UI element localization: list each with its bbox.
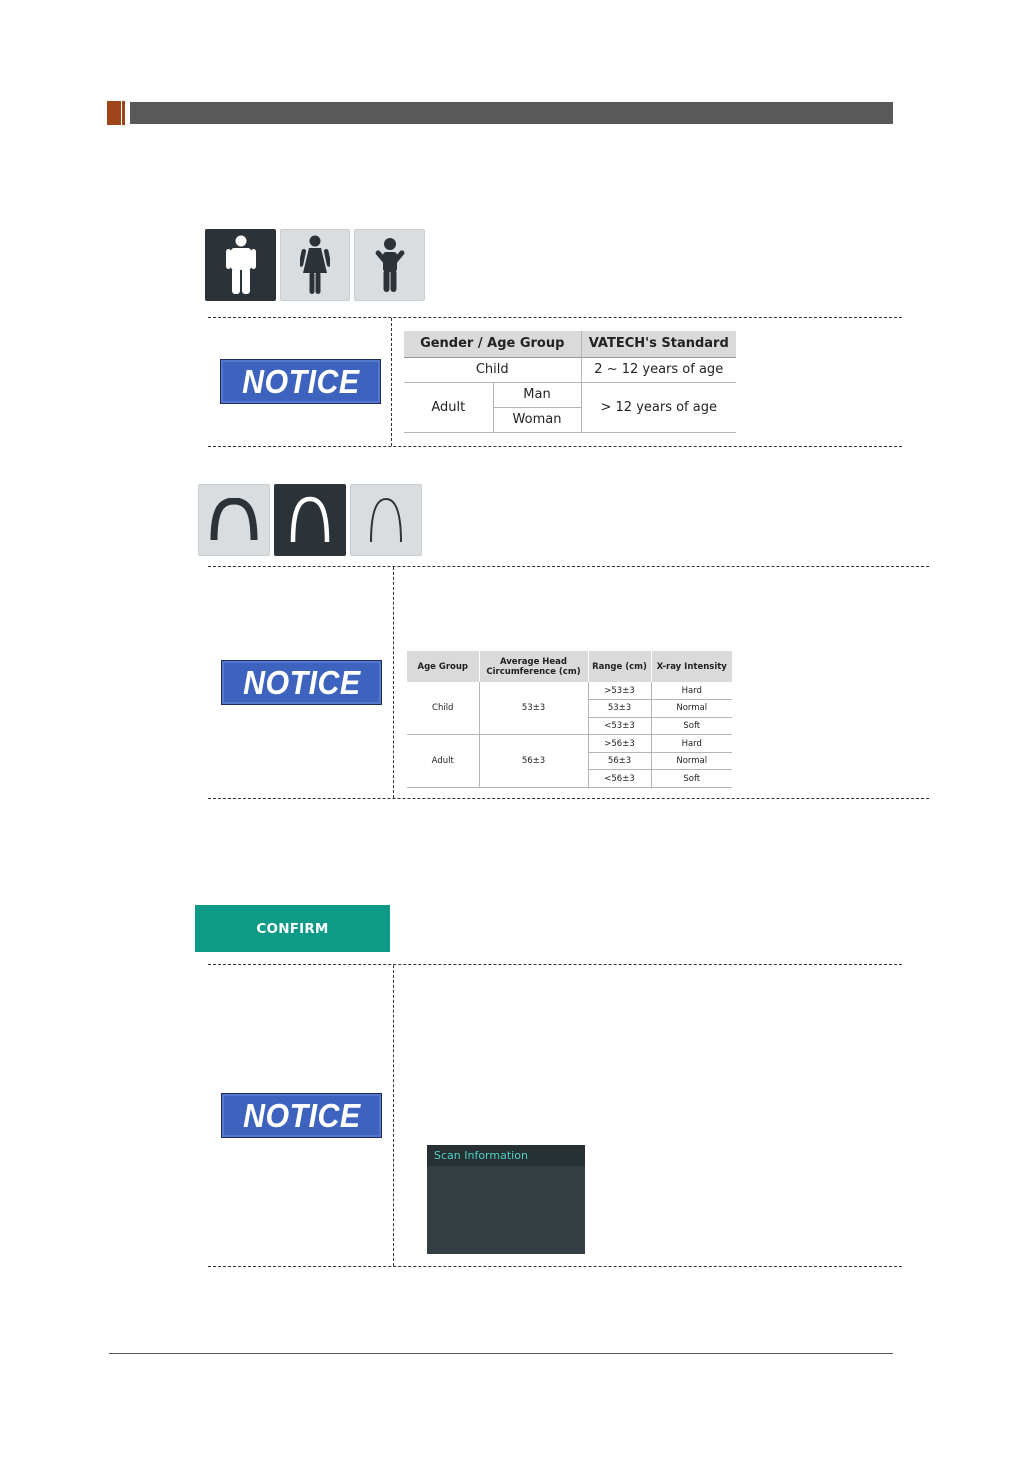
notice-divider-bottom	[208, 798, 929, 799]
child-button[interactable]	[354, 229, 425, 301]
notice-divider-top	[208, 566, 929, 567]
table-header: Range (cm)	[588, 651, 651, 682]
notice-divider-bottom	[208, 446, 902, 447]
footer-divider	[109, 1353, 893, 1354]
table-header: Gender / Age Group	[404, 331, 581, 357]
arch-thick-button[interactable]	[198, 484, 270, 556]
notice-badge: NOTICE	[220, 359, 381, 404]
notice-divider-vertical	[391, 318, 392, 446]
table-cell: Soft	[651, 770, 732, 788]
notice-badge: NOTICE	[221, 660, 382, 705]
arch-medium-icon	[284, 496, 336, 544]
notice-divider-vertical	[393, 965, 394, 1266]
table-cell: Normal	[651, 752, 732, 770]
section-header-accent-line	[122, 101, 125, 125]
confirm-button[interactable]: CONFIRM	[195, 905, 390, 952]
woman-button[interactable]	[280, 229, 350, 301]
arch-thin-button[interactable]	[350, 484, 422, 556]
notice-divider-top	[208, 317, 902, 318]
table-row	[407, 682, 732, 700]
table-cell: Soft	[651, 717, 732, 735]
table-cell: <53±3	[588, 717, 651, 735]
table-cell: Adult	[404, 382, 493, 432]
table-cell: Man	[493, 382, 581, 407]
table-cell: 53±3	[588, 700, 651, 718]
notice-divider-vertical	[393, 567, 394, 798]
notice-divider-bottom	[208, 1266, 902, 1267]
section-header-bar	[130, 102, 893, 124]
child-icon	[372, 237, 408, 293]
table-cell: Child	[404, 357, 581, 382]
table-header: VATECH's Standard	[581, 331, 736, 357]
table-cell: 56±3	[479, 735, 588, 788]
gender-age-table	[404, 331, 736, 433]
table-cell: 2 ~ 12 years of age	[581, 357, 736, 382]
xray-intensity-table	[407, 651, 732, 788]
section-header-accent	[107, 101, 121, 125]
table-cell: <56±3	[588, 770, 651, 788]
table-cell: Normal	[651, 700, 732, 718]
table-cell: Hard	[651, 682, 732, 700]
arch-thin-icon	[360, 496, 412, 544]
table-cell: Hard	[651, 735, 732, 753]
table-header: Age Group	[407, 651, 479, 682]
scan-information-panel	[427, 1145, 585, 1254]
arch-medium-button[interactable]	[274, 484, 346, 556]
notice-badge: NOTICE	[221, 1093, 382, 1138]
table-cell: 56±3	[588, 752, 651, 770]
man-icon	[226, 235, 256, 295]
table-cell: 53±3	[479, 682, 588, 735]
table-header: X-ray Intensity	[651, 651, 732, 682]
table-header: Average Head Circumference (cm)	[479, 651, 588, 682]
arch-thick-icon	[208, 498, 260, 542]
table-cell: Child	[407, 682, 479, 735]
man-button[interactable]	[205, 229, 276, 301]
table-row	[407, 735, 732, 753]
table-cell: >53±3	[588, 682, 651, 700]
table-cell: Adult	[407, 735, 479, 788]
table-cell: > 12 years of age	[581, 382, 736, 432]
table-cell: Woman	[493, 407, 581, 432]
table-cell: >56±3	[588, 735, 651, 753]
notice-divider-top	[208, 964, 902, 965]
scan-information-title: Scan Information	[427, 1145, 585, 1166]
woman-icon	[300, 235, 330, 295]
